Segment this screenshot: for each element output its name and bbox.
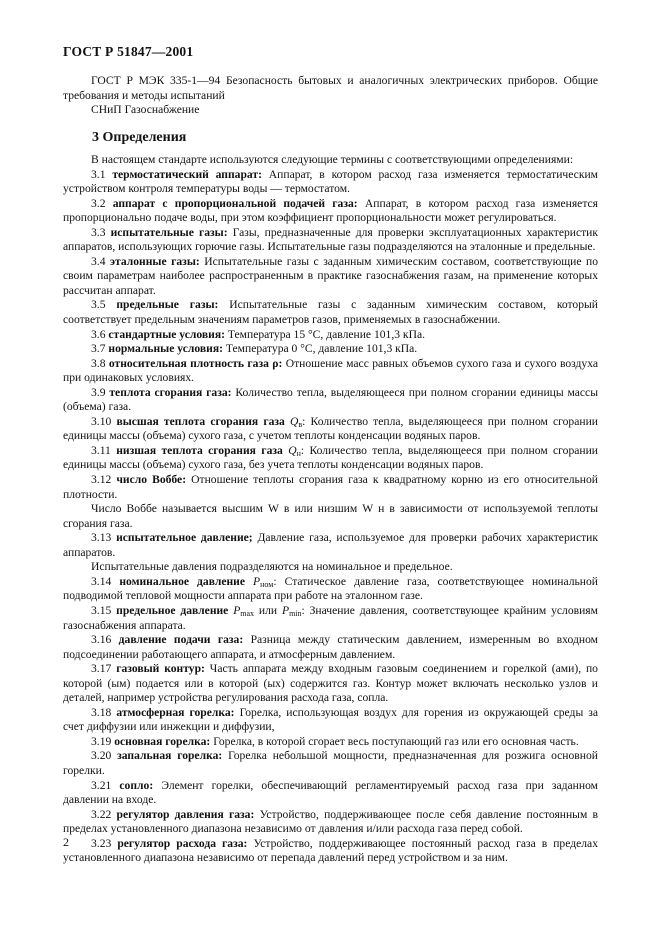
document-code-header: ГОСТ Р 51847—2001 — [63, 44, 194, 59]
definition-item — [63, 735, 598, 750]
definition-item — [63, 633, 598, 662]
definition-item — [63, 706, 598, 735]
definition-text: Количество тепла, выделяющееся при полном сгорании единицы массы (объема) сухого газа, без учета теплоты конденсации водяных паров. — [63, 443, 599, 472]
definition-number: 3.4 — [91, 254, 106, 268]
definition-item — [63, 328, 598, 343]
definition-number: 3.11 — [91, 443, 111, 457]
definition-text: Устройство, поддерживающее постоянный расход газа в пределах установленного диапазона независимо от перепада давлений перед устройством и за ним. — [63, 836, 598, 865]
definition-term: сопло: — [119, 778, 154, 792]
definition-text: Значение давления, соответствующее крайним условиям газоснабжения аппарата. — [63, 603, 598, 632]
normative-references — [63, 74, 598, 118]
definition-text: Температура 0 °С, давление 101,3 кПа. — [225, 342, 418, 356]
definition-text: Испытательные газы с заданным химическим составом, соответствующие по своим параметрам наиболее распространенным в практике газоснабжения газам, на применение которых рассчитан аппарат. — [63, 254, 599, 297]
definition-item — [63, 226, 598, 255]
definition-text: Элемент горелки, обеспечивающий регламентируемый расход газа при заданном давлении на входе. — [63, 778, 598, 807]
symbol-subscript: max — [240, 608, 255, 618]
intro-paragraph: В настоящем стандарте используются следующие термины с соответствующими определениями: — [91, 153, 574, 166]
definition-term: испытательное давление; — [116, 531, 253, 545]
symbol-subscript: н — [296, 448, 301, 458]
definition-number: 3.13 — [91, 531, 112, 545]
definition-term: регулятор давления газа: — [116, 807, 255, 821]
symbol: Q — [290, 414, 299, 428]
definition-number: 3.20 — [91, 749, 112, 763]
definition-term: число Воббе: — [116, 473, 187, 487]
reference-item: СНиП Газоснабжение — [91, 103, 200, 117]
definition-number: 3.1 — [91, 167, 106, 181]
definition-item — [63, 560, 598, 575]
definition-term: регулятор расхода газа: — [117, 836, 248, 850]
definition-text: Испытательные газы с заданным химическим составом, который соответствует предельным значениям параметров газов, применяемых в газоснабжении. — [63, 298, 599, 327]
definition-text: Разница между статическим давлением, измеренным во входном подсоединении работающего аппарата, и атмосферным давлением. — [63, 633, 598, 661]
definition-number: 3.7 — [91, 342, 106, 356]
definition-term: нормальные условия: — [108, 342, 223, 356]
definition-item — [63, 502, 598, 531]
symbol: P — [233, 603, 241, 617]
definition-text: Температура 15 °С, давление 101,3 кПа. — [227, 327, 425, 341]
definition-item — [63, 386, 598, 415]
definition-number: 3.23 — [91, 836, 112, 850]
definition-number: 3.14 — [91, 574, 112, 588]
definition-item — [63, 837, 598, 866]
definition-text: Часть аппарата между входным газовым соединением и горелкой (ами), по которой (ым) подается или в которой (ых) содержится газ. Контур может включать несколько узлов и деталей, например устройства регулирования расхода газа, сопла. — [63, 662, 598, 705]
definition-item — [63, 342, 598, 357]
definition-number: 3.19 — [91, 734, 112, 748]
definition-term: эталонные газы: — [110, 254, 200, 268]
reference-item: ГОСТ Р МЭК 335-1—94 Безопасность бытовых и аналогичных электрических приборов. Общие требования и методы испытаний — [63, 74, 598, 102]
definition-item: 3.14 номинальное давление $P_{ном}$: Статическое давление газа, соответствующее номинальной подводимой тепловой мощности аппарата при работе на эталонном газе. — [63, 574, 599, 603]
section-title: 3 Определения — [92, 130, 187, 145]
definition-number: 3.21 — [91, 778, 112, 792]
definition-item — [63, 662, 598, 706]
symbol: P — [253, 574, 261, 588]
definition-term: предельные газы: — [116, 298, 219, 312]
definition-number: 3.17 — [91, 662, 112, 676]
definition-number: 3.12 — [91, 473, 112, 487]
definition-term: относительная плотность газа ρ: — [108, 356, 283, 370]
symbol-subscript: ном — [260, 579, 274, 589]
definition-number: 3.8 — [91, 356, 106, 370]
definition-term: высшая теплота сгорания газа — [116, 414, 285, 428]
definition-text: Количество тепла, выделяющееся при полном сгорании единицы массы (объема) сухого газа, с учетом теплоты конденсации водяных паров. — [63, 414, 598, 443]
definition-text: Устройство, поддерживающее после себя давление постоянным в пределах установленного диапазона независимо от давления и/или расхода газа перед собой. — [63, 807, 599, 836]
symbol-subscript: min — [289, 608, 302, 618]
definition-number: 3.5 — [91, 298, 106, 312]
definitions-body — [63, 153, 598, 866]
definition-item: 3.11 низшая теплота сгорания газа $Q_н$: Количество тепла, выделяющееся при полном сгорании единицы массы (объема) сухого газа, без учета теплоты конденсации водяных паров. — [63, 443, 599, 472]
definition-term: теплота сгорания газа: — [109, 385, 232, 399]
definition-term: запальная горелка: — [117, 749, 223, 763]
definition-term: аппарат с пропорциональной подачей газа: — [112, 196, 358, 210]
definition-term: газовый контур: — [116, 662, 205, 676]
definition-term: атмосферная горелка: — [116, 705, 235, 719]
definition-item — [63, 298, 598, 327]
definition-text: Горелка небольшой мощности, предназначенная для розжига основной горелки. — [63, 749, 598, 777]
definition-number: 3.2 — [91, 196, 106, 210]
definition-text: Отношение масс равных объемов сухого газа и сухого воздуха при одинаковых условиях. — [63, 356, 598, 385]
definition-text: Количество тепла, выделяющееся при полном сгорании единицы массы (объема) газа. — [63, 385, 598, 414]
definition-term: давление подачи газа: — [118, 633, 244, 647]
definition-term: низшая теплота сгорания газа — [116, 443, 283, 457]
definition-number: 3.15 — [91, 603, 112, 617]
page-number: 2 — [63, 835, 69, 849]
definition-text: Статическое давление газа, соответствующее номинальной подводимой тепловой мощности аппарата при работе на эталонном газе. — [63, 574, 599, 603]
definition-item — [63, 808, 598, 837]
definition-number: 3.3 — [91, 225, 106, 239]
definition-item — [63, 255, 598, 299]
definition-item — [63, 357, 598, 386]
definition-number: 3.16 — [91, 633, 112, 647]
definition-term: основная горелка: — [114, 734, 211, 748]
symbol: P — [281, 603, 290, 617]
definition-item — [63, 168, 598, 197]
definition-text: Горелка, использующая воздух для горения из окружающей среды за счет диффузии или инжекции и диффузии, — [63, 705, 598, 734]
definition-text: Давление газа, используемое для проверки рабочих характеристик аппаратов. — [63, 531, 598, 559]
definition-item: 3.10 высшая теплота сгорания газа $Q_в$: Количество тепла, выделяющееся при полном сгорании единицы массы (объема) сухого газа, с учетом теплоты конденсации водяных паров. — [63, 414, 598, 443]
definition-number: 3.18 — [91, 705, 112, 719]
definition-item — [63, 779, 598, 808]
definition-item — [63, 749, 598, 778]
definition-text: Аппарат, в котором расход газа изменяется термостатическим устройством контроля температуры воды — термостатом. — [63, 167, 598, 196]
definition-text: Отношение теплоты сгорания газа к квадратному корню из его относительной плотности. — [63, 473, 598, 501]
symbol: Q — [288, 443, 297, 457]
definitions-list — [63, 168, 598, 866]
definition-text: Горелка, в которой сгорает весь поступающий газ или его основная часть. — [213, 734, 579, 748]
definition-number: 3.22 — [91, 807, 112, 821]
definition-item — [63, 473, 598, 502]
definition-number: 3.10 — [91, 414, 112, 428]
symbol-subscript: в — [298, 419, 303, 429]
definition-term: номинальное давление — [119, 574, 245, 588]
definition-text: Газы, предназначенные для проверки эксплуатационных характеристик аппаратов, использующих горючие газы. Испытательные газы подразделяются на эталонные и предельные. — [63, 225, 599, 254]
definition-number: 3.9 — [91, 385, 106, 399]
definition-text: Число Воббе называется высшим W в или низшим W н в зависимости от используемой теплоты сгорания газа. — [63, 502, 598, 530]
definition-term: термостатический аппарат: — [112, 167, 262, 181]
definition-item — [63, 197, 598, 226]
definition-term: испытательные газы: — [110, 225, 228, 239]
definition-text: Испытательные давления подразделяются на номинальное и предельное. — [91, 560, 453, 574]
definition-text: Аппарат, в котором расход газа изменяется пропорционально подаче воды, при этом коэффициент пропорциональности может регулироваться. — [63, 196, 599, 225]
definition-item: 3.15 предельное давление $P_{max}$ или $P_{min}$: Значение давления, соответствующее крайним условиям газоснабжения аппарата. — [63, 603, 598, 632]
definition-number: 3.6 — [91, 327, 106, 341]
definition-term: предельное давление — [116, 603, 229, 617]
definition-item — [63, 531, 598, 560]
definition-term: стандартные условия: — [108, 327, 225, 341]
